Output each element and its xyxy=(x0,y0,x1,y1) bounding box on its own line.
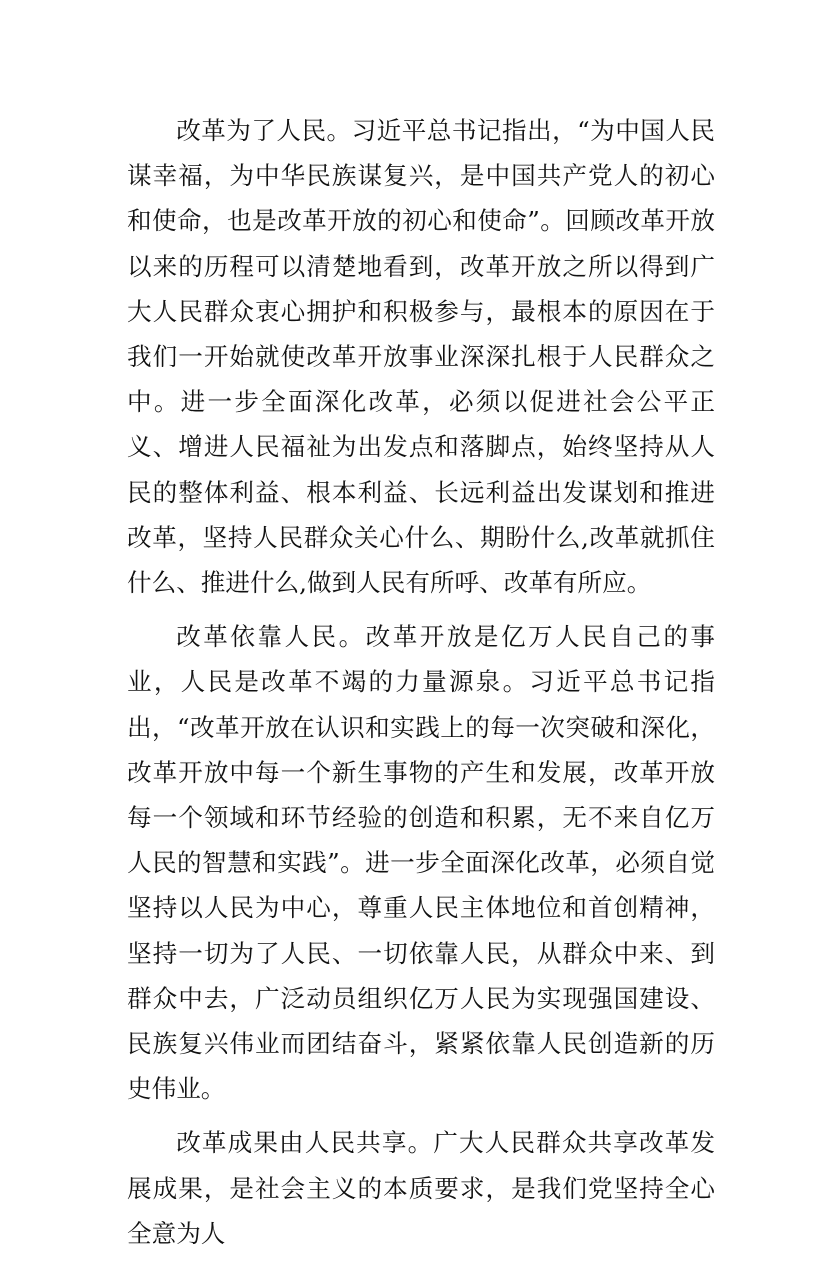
document-body xyxy=(127,108,715,1265)
paragraph-reform-shared-by-people: 改革成果由人民共享。广大人民群众共享改革发展成果，是社会主义的本质要求，是我们党坚持全心全意为人 xyxy=(127,1128,715,1248)
paragraph-reform-relies-on-people: 改革依靠人民。改革开放是亿万人民自己的事业，人民是改革不竭的力量源泉。习近平总书记指出，“改革开放在认识和实践上的每一次突破和深化，改革开放中每一个新生事物的产生和发展，改革开放每一个领域和环节经验的创造和积累，无不来自亿万人民的智慧和实践”。进一步全面深化改革，必须自觉坚持以人民为中心，尊重人民主体地位和首创精神，坚持一切为了人民、一切依靠人民，从群众中来、到群众中去，广泛动员组织亿万人民为实现强国建设、民族复兴伟业而团结奋斗，紧紧依靠人民创造新的历史伟业。 xyxy=(127,622,715,1104)
paragraph-reform-for-people: 改革为了人民。习近平总书记指出，“为中国人民谋幸福，为中华民族谋复兴，是中国共产党人的初心和使命，也是改革开放的初心和使命”。回顾改革开放以来的历程可以清楚地看到，改革开放之所以得到广大人民群众衷心拥护和积极参与，最根本的原因在于我们一开始就使改革开放事业深深扎根于人民群众之中。进一步全面深化改革，必须以促进社会公平正义、增进人民福祉为出发点和落脚点，始终坚持从人民的整体利益、根本利益、长远利益出发谋划和推进改革，坚持人民群众关心什么、期盼什么,改革就抓住什么、推进什么,做到人民有所呼、改革有所应。 xyxy=(127,116,715,598)
